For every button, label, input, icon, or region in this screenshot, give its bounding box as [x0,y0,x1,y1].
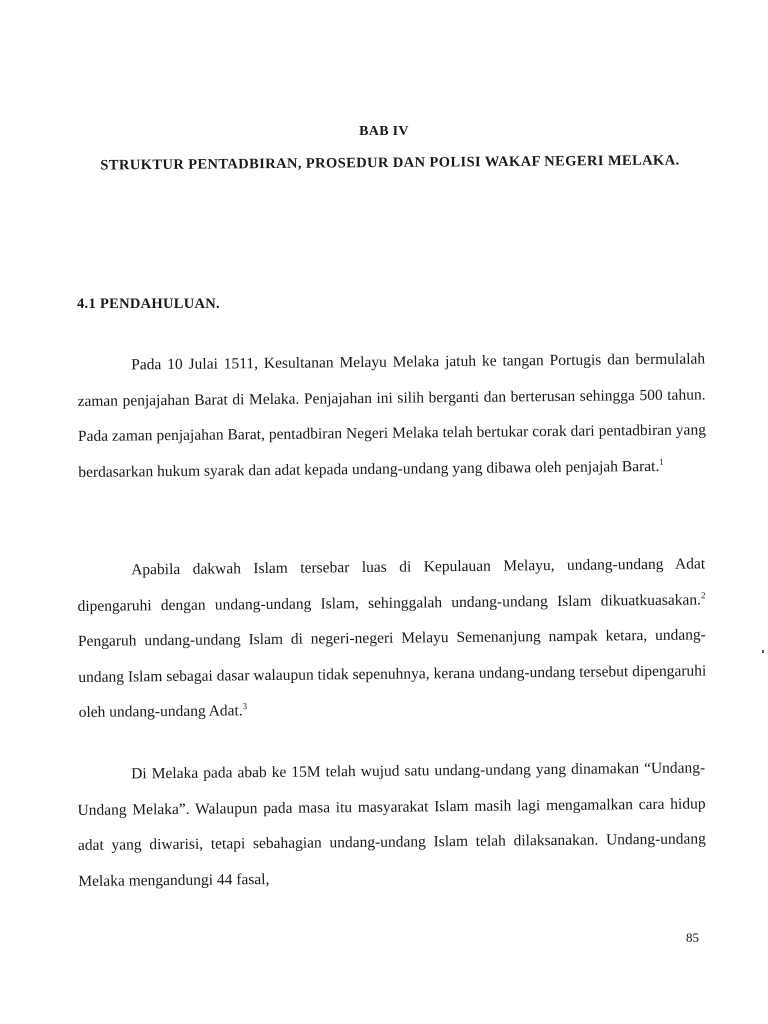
paragraph-2 [77,546,707,730]
footnote-ref-3: 3 [242,701,248,712]
page-number: 85 [686,930,699,945]
indent [77,574,131,575]
paragraph-1 [77,341,706,490]
indent [77,778,131,779]
paragraph-1-text: Pada 10 Julai 1511, Kesultanan Melayu Melaka jatuh ke tangan Portugis dan bermulalah zaman penjajahan Barat di Melaka. Penjajahan ini silih berganti dan berterusan sehingga 500 tahun. Pada zaman penjajahan Barat, pentadbiran Negeri Melaka telah bertukar corak dari pentadbiran yang berdasarkan hukum syarak dan adat kepada undang-undang yang dibawa oleh penjajah Barat. [77,350,706,481]
footnote-ref-2: 2 [700,589,706,600]
indent [77,369,131,370]
paragraph-2-text-part1: Apabila dakwah Islam tersebar luas di Kepulauan Melayu, undang-undang Adat dipengaruhi dengan undang-undang Islam, sehinggalah undang-undang Islam dikuatkuasakan. [77,555,706,615]
paragraph-3-text: Di Melaka pada abab ke 15M telah wujud satu undang-undang yang dinamakan “Undang-Undang Melaka”. Walaupun pada masa itu masyarakat Islam masih lagi mengamalkan cara hidup adat yang diwarisi, tetapi sebahagian undang-undang Islam telah dilaksanakan. Undang-undang Melaka mengandungi 44 fasal, [77,759,706,890]
chapter-label: BAB IV [359,124,409,139]
scan-speck [762,650,764,653]
footnote-ref-1: 1 [659,456,664,467]
paragraph-3 [77,750,706,899]
chapter-title: STRUKTUR PENTADBIRAN, PROSEDUR DAN POLISI WAKAF NEGERI MELAKA. [100,152,680,174]
section-heading: 4.1 PENDAHULUAN. [77,296,220,312]
paragraph-2-text-part2: Pengaruh undang-undang Islam di negeri-negeri Melayu Semenanjung nampak ketara, undang-undang Islam sebagai dasar walaupun tidak sepenuhnya, kerana undang-undang tersebut dipengaruhi oleh undang-undang Adat. [77,626,707,721]
